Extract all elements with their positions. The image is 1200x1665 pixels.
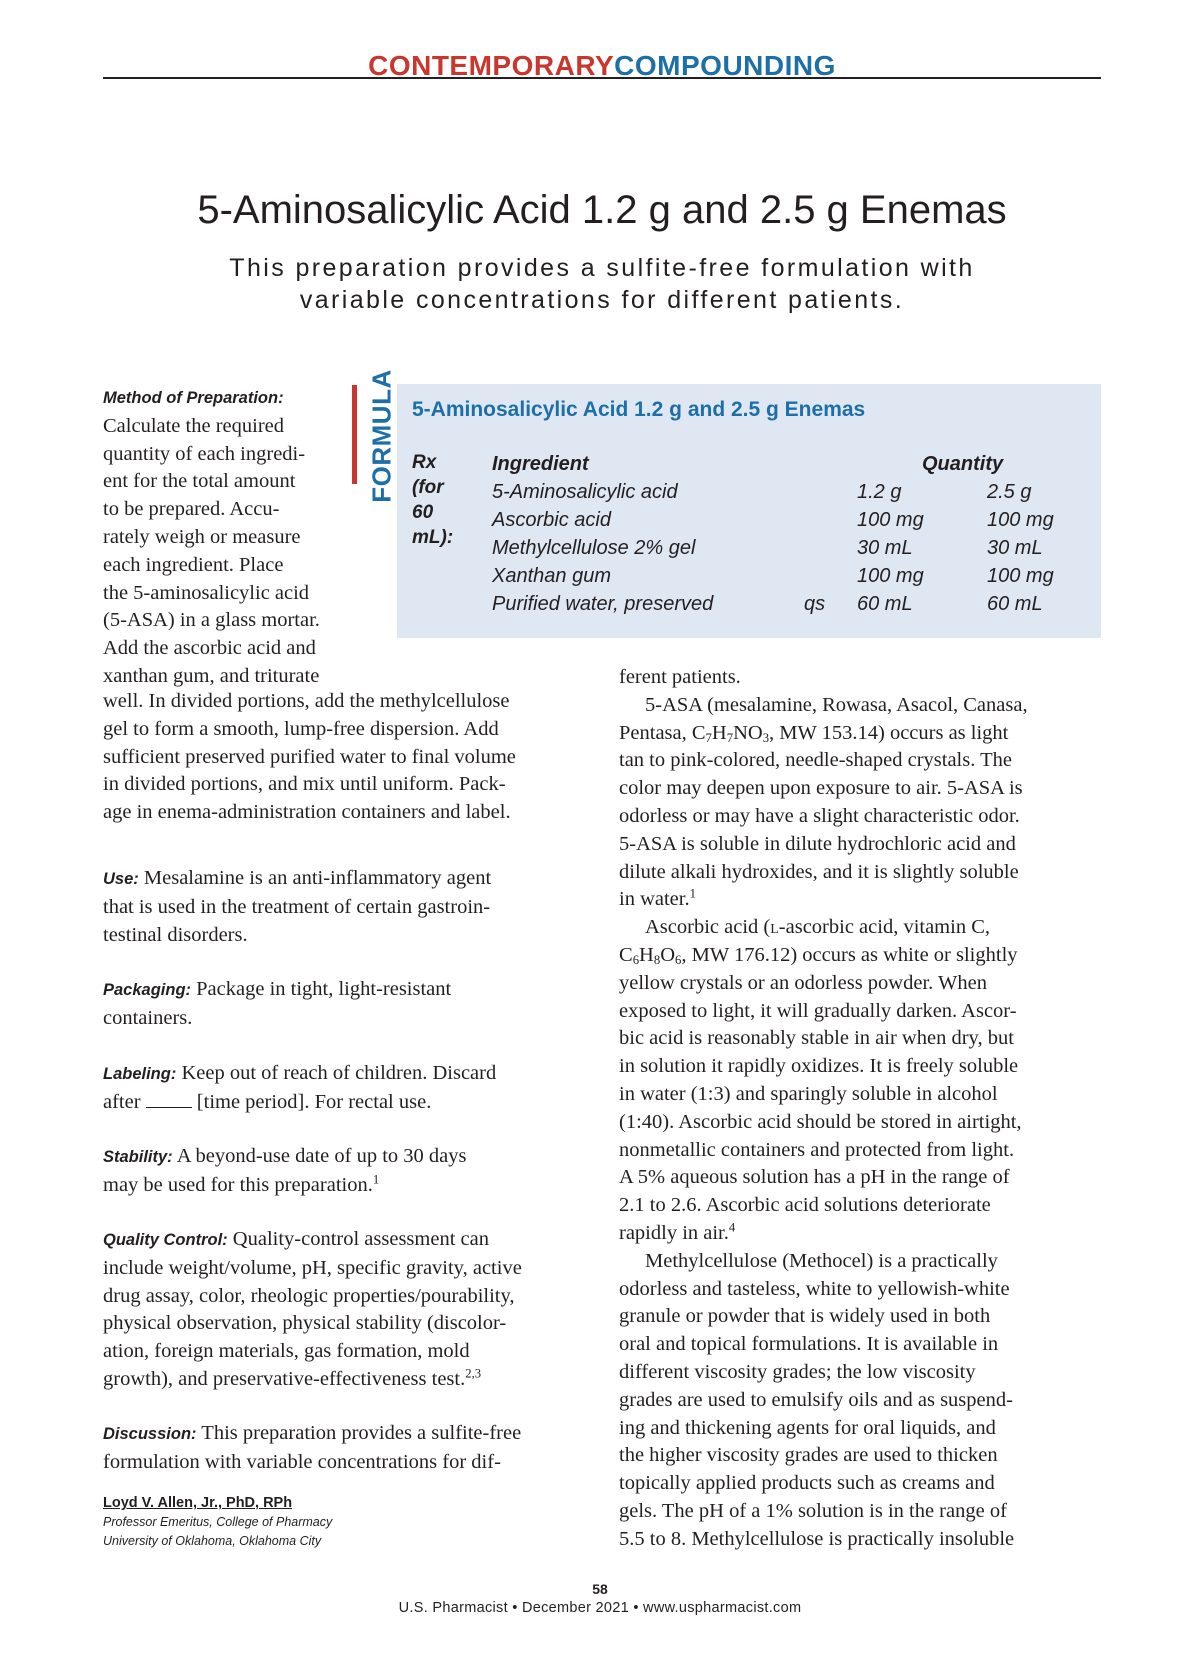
text-line: physical observation, physical stability (discolor- xyxy=(103,1312,507,1335)
reference-mark: 1 xyxy=(689,886,696,901)
text-line: the 5-aminosalicylic acid xyxy=(103,581,310,604)
text-line: odorless and tasteless, white to yellowish-white xyxy=(619,1277,1010,1300)
author-affiliation: University of Oklahoma, Oklahoma City xyxy=(103,1534,322,1548)
text-span: Mesalamine is an anti-inflammatory agent xyxy=(143,867,492,889)
text-line: different viscosity grades; the low viscosity xyxy=(619,1360,976,1383)
quantity-2: 2.5 g xyxy=(987,481,1032,503)
text-line: to be prepared. Accu- xyxy=(103,498,280,521)
text-span: [time period]. For rectal use. xyxy=(196,1090,432,1113)
ingredient-header: Ingredient xyxy=(492,453,589,475)
quantity-2: 100 mg xyxy=(987,565,1054,587)
text-line: in solution it rapidly oxidizes. It is freely soluble xyxy=(619,1055,1019,1078)
text-line: odorless or may have a slight characteristic odor. xyxy=(619,804,1020,827)
text-line xyxy=(103,976,593,1005)
quantity-1: 30 mL xyxy=(857,537,913,559)
text-line: bic acid is reasonably stable in air when dry, but xyxy=(619,1027,1014,1050)
formula-row xyxy=(492,562,1092,590)
quantity-1: 100 mg xyxy=(857,509,924,531)
text-line xyxy=(103,1143,593,1172)
use-section xyxy=(103,865,593,949)
text-span: Package in tight, light-resistant xyxy=(196,978,452,1000)
discussion-label: Discussion: xyxy=(103,1425,197,1443)
fill-in-blank xyxy=(146,1094,192,1108)
subscript: 7 xyxy=(705,730,712,745)
text-line: topically applied products such as creams and xyxy=(619,1472,995,1495)
text-line: well. In divided portions, add the methylcellulose xyxy=(103,690,510,712)
reference-mark: 1 xyxy=(372,1172,380,1187)
subscript: 3 xyxy=(762,730,770,745)
text-line: rately weigh or measure xyxy=(103,525,301,548)
text-span: , MW 153.14) occurs as light xyxy=(769,721,1009,744)
text-line: 5-ASA (mesalamine, Rowasa, Asacol, Canasa, xyxy=(645,693,1028,716)
formula-header-row xyxy=(492,450,1092,478)
text-line xyxy=(103,865,593,894)
text-line: gels. The pH of a 1% solution is in the range of xyxy=(619,1499,1007,1522)
text-span: in water. xyxy=(619,888,690,911)
text-line: 5-ASA is soluble in dilute hydrochloric acid and xyxy=(619,832,1016,855)
packaging-label: Packaging: xyxy=(103,981,192,999)
qs-mark: qs xyxy=(804,593,826,615)
text-line: formulation with variable concentrations for dif- xyxy=(103,1450,501,1473)
text-line xyxy=(103,1420,593,1449)
text-line: xanthan gum, and triturate xyxy=(103,664,320,687)
text-line: the higher viscosity grades are used to thicken xyxy=(619,1444,998,1467)
quantity-2: 100 mg xyxy=(987,509,1054,531)
text-span: H xyxy=(639,943,654,966)
ingredient-name: Methylcellulose 2% gel xyxy=(492,537,696,559)
text-line: exposed to light, it will gradually darken. Ascor- xyxy=(619,999,1017,1022)
text-line: sufficient preserved purified water to final volume xyxy=(103,745,516,768)
labeling-section xyxy=(103,1060,593,1117)
ingredient-name: Ascorbic acid xyxy=(492,509,611,531)
paragraph-mesalamine xyxy=(619,692,1101,914)
ingredient-name: 5-Aminosalicylic acid xyxy=(492,481,678,503)
text-line: ation, foreign materials, gas formation, mold xyxy=(103,1340,470,1363)
text-span: Pentasa, C xyxy=(619,721,706,744)
stability-section xyxy=(103,1143,593,1200)
text-line: that is used in the treatment of certain gastroin- xyxy=(103,895,491,918)
subscript: 6 xyxy=(675,953,682,968)
subtitle-line: This preparation provides a sulfite-free formulation with xyxy=(229,254,975,282)
formula-side-text: FORMULA xyxy=(366,369,397,503)
ingredient-name: Xanthan gum xyxy=(492,565,611,587)
quality-section xyxy=(103,1226,593,1394)
text-line: yellow crystals or an odorless powder. When xyxy=(619,971,987,994)
method-section xyxy=(103,385,373,691)
text-span: Quality-control assessment can xyxy=(232,1228,489,1250)
reference-mark: 2,3 xyxy=(465,1366,482,1381)
text-line: color may deepen upon exposure to air. 5-ASA is xyxy=(619,777,1023,800)
subscript: 6 xyxy=(632,953,640,968)
formula-table xyxy=(492,450,1092,618)
paragraph-ascorbic-acid xyxy=(619,914,1101,1248)
method-continued xyxy=(103,688,593,827)
formula-row xyxy=(492,478,1092,506)
text-line xyxy=(103,1366,593,1394)
author-block xyxy=(103,1493,332,1551)
text-line: (5-ASA) in a glass mortar. xyxy=(103,609,320,632)
quantity-2: 30 mL xyxy=(987,537,1043,559)
text-line: A 5% aqueous solution has a pH in the range of xyxy=(619,1166,1010,1189)
rx-line: 60 xyxy=(412,502,434,523)
text-line: Calculate the required xyxy=(103,414,284,437)
formula-row xyxy=(492,590,1092,618)
text-span: -ascorbic acid, vitamin C, xyxy=(778,916,990,939)
text-line xyxy=(619,942,1101,970)
text-line xyxy=(103,1060,593,1089)
text-span: , MW 176.12) occurs as white or slightly xyxy=(681,943,1018,966)
text-line: nonmetallic containers and protected from light. xyxy=(619,1138,1015,1161)
quality-label: Quality Control: xyxy=(103,1231,228,1249)
method-label: Method of Preparation: xyxy=(103,389,284,407)
labeling-label: Labeling: xyxy=(103,1065,177,1083)
text-line xyxy=(619,720,1101,748)
text-span: NO xyxy=(733,721,763,744)
right-column xyxy=(619,664,1101,1554)
text-line: tan to pink-colored, needle-shaped crystals. The xyxy=(619,749,1012,772)
text-line: in water (1:3) and sparingly soluble in alcohol xyxy=(619,1082,998,1105)
text-span: C xyxy=(619,943,633,966)
text-line: age in enema-administration containers and label. xyxy=(103,801,511,824)
formula-title: 5-Aminosalicylic Acid 1.2 g and 2.5 g Enemas xyxy=(412,398,866,421)
masthead-title xyxy=(103,52,1101,80)
text-line: oral and topical formulations. It is available in xyxy=(619,1333,999,1356)
text-span: O xyxy=(660,943,676,966)
text-line: 2.1 to 2.6. Ascorbic acid solutions deteriorate xyxy=(619,1194,991,1217)
text-line: ing and thickening agents for oral liquids, and xyxy=(619,1416,996,1439)
page-number: 58 xyxy=(592,1581,608,1597)
formula-row xyxy=(492,506,1092,534)
text-span: A beyond-use date of up to 30 days xyxy=(176,1145,467,1167)
text-line xyxy=(103,1089,593,1117)
text-line xyxy=(103,1226,593,1255)
text-line: granule or powder that is widely used in both xyxy=(619,1305,991,1328)
text-line xyxy=(619,1220,1101,1248)
stability-label: Stability: xyxy=(103,1148,173,1166)
formula-row xyxy=(492,534,1092,562)
text-line: quantity of each ingredi- xyxy=(103,442,306,465)
text-span: l xyxy=(770,916,779,939)
text-line xyxy=(103,1172,593,1200)
quantity-1: 1.2 g xyxy=(857,481,902,503)
text-line: 5.5 to 8. Methylcellulose is practically insoluble xyxy=(619,1527,1015,1550)
text-line xyxy=(619,914,1101,942)
text-line xyxy=(619,886,1101,914)
quantity-2: 60 mL xyxy=(987,593,1043,615)
masthead xyxy=(103,52,1101,82)
text-line: include weight/volume, pH, specific gravity, active xyxy=(103,1256,522,1279)
rx-label xyxy=(412,450,472,550)
text-span: after xyxy=(103,1090,141,1113)
text-line: gel to form a smooth, lump-free dispersion. Add xyxy=(103,717,499,740)
text-span: H xyxy=(711,721,727,744)
use-label: Use: xyxy=(103,870,139,888)
text-line: each ingredient. Place xyxy=(103,553,284,576)
text-line: (1:40). Ascorbic acid should be stored in airtight, xyxy=(619,1110,1022,1133)
author-name: Loyd V. Allen, Jr., PhD, RPh xyxy=(103,1495,293,1511)
subtitle-line: variable concentrations for different patients. xyxy=(299,286,905,314)
rx-line: (for xyxy=(412,477,444,498)
footer-credit: U.S. Pharmacist • December 2021 • www.uspharmacist.com xyxy=(398,1600,802,1616)
text-span: Ascorbic acid ( xyxy=(645,916,771,939)
quantity-1: 100 mg xyxy=(857,565,924,587)
text-line: Add the ascorbic acid and xyxy=(103,637,316,660)
masthead-rule xyxy=(103,77,1101,79)
text-line: in divided portions, and mix until uniform. Pack- xyxy=(103,773,506,796)
quantity-1: 60 mL xyxy=(857,593,913,615)
packaging-section xyxy=(103,976,593,1033)
text-line: testinal disorders. xyxy=(103,923,248,946)
subscript: 7 xyxy=(726,730,734,745)
discussion-section xyxy=(103,1420,593,1477)
article-title: 5-Aminosalicylic Acid 1.2 g and 2.5 g Enemas xyxy=(197,188,1007,232)
text-span: Keep out of reach of children. Discard xyxy=(181,1062,497,1084)
rx-line: mL): xyxy=(412,527,454,548)
text-line: dilute alkali hydroxides, and it is slightly soluble xyxy=(619,860,1019,883)
masthead-word-compounding: COMPOUNDING xyxy=(614,50,836,81)
formula-box xyxy=(397,384,1101,638)
text-line: drug assay, color, rheologic properties/pourability, xyxy=(103,1284,515,1307)
text-line: grades are used to emulsify oils and as suspend- xyxy=(619,1388,1013,1411)
text-line: Methylcellulose (Methocel) is a practically xyxy=(645,1249,998,1272)
text-line: ent for the total amount xyxy=(103,470,296,493)
text-line: ferent patients. xyxy=(619,666,741,688)
quantity-header: Quantity xyxy=(922,453,1004,475)
text-span: rapidly in air. xyxy=(619,1221,729,1244)
text-line: containers. xyxy=(103,1006,193,1029)
text-span: may be used for this preparation. xyxy=(103,1173,373,1196)
text-span: This preparation provides a sulfite-free xyxy=(201,1422,522,1444)
reference-mark: 4 xyxy=(728,1220,736,1235)
author-title: Professor Emeritus, College of Pharmacy xyxy=(103,1515,333,1529)
rx-line: Rx xyxy=(412,452,437,473)
article-subtitle xyxy=(103,252,1101,316)
text-span: growth), and preservative-effectiveness test. xyxy=(103,1367,466,1390)
masthead-word-contemporary: CONTEMPORARY xyxy=(368,50,615,81)
ingredient-name: Purified water, preserved xyxy=(492,593,714,615)
subscript: 8 xyxy=(653,953,661,968)
paragraph-methylcellulose xyxy=(619,1248,1101,1554)
